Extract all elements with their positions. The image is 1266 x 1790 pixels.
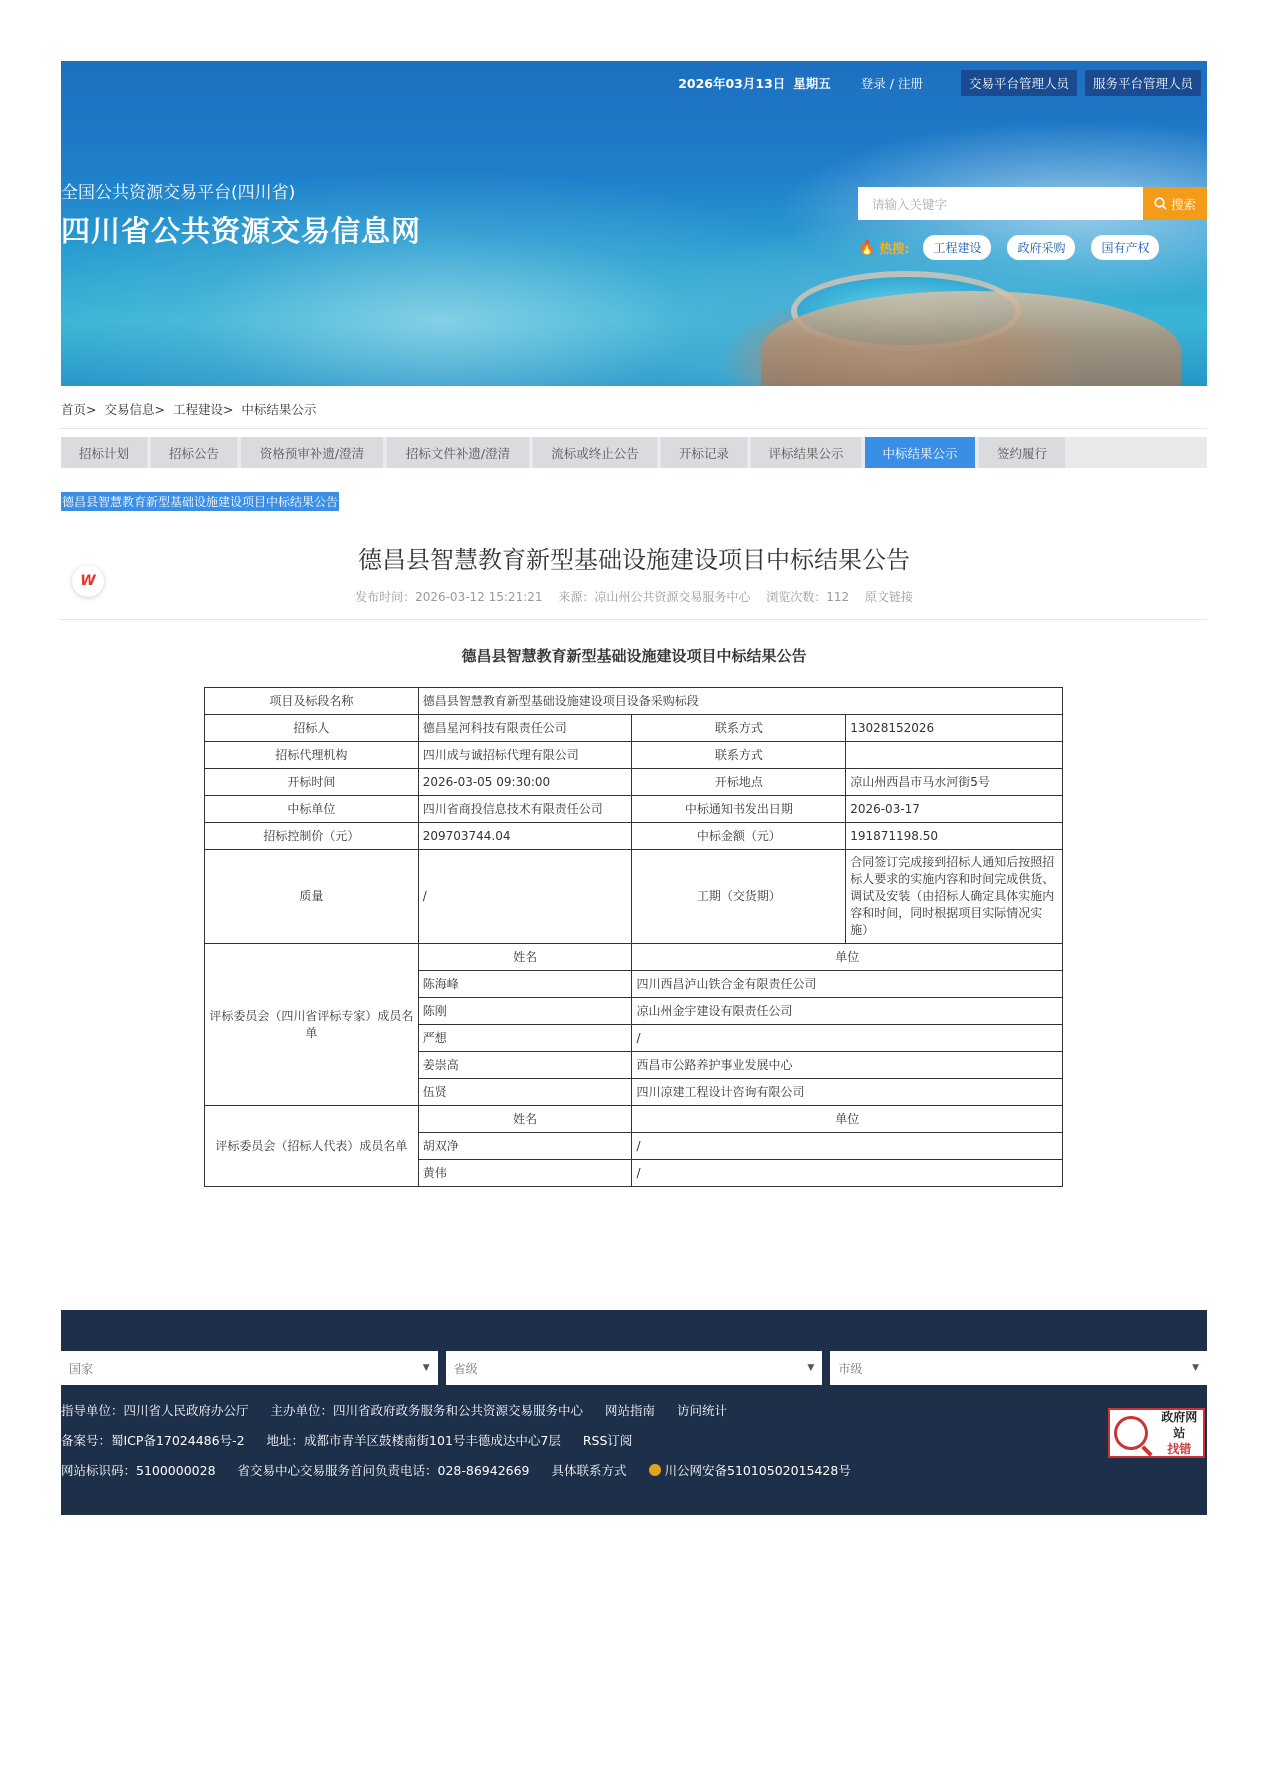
badge-line-1: 政府网站 [1161, 1410, 1198, 1440]
hot-tag-procurement[interactable]: 政府采购 [1007, 235, 1075, 260]
column-header-name: 姓名 [418, 1106, 632, 1133]
table-value: 凉山州西昌市马水河街5号 [846, 769, 1063, 796]
search-input[interactable]: 请输入关键字 [858, 187, 1143, 220]
site-id: 网站标识码：5100000028 [61, 1463, 216, 1478]
chevron-down-icon: ▼ [422, 1363, 430, 1373]
table-row [205, 944, 1063, 971]
tab-bid-announcement[interactable]: 招标公告 [151, 437, 237, 468]
chevron-down-icon: ▼ [807, 1363, 815, 1373]
table-label: 开标时间 [205, 769, 419, 796]
table-value: 德昌星河科技有限责任公司 [418, 715, 632, 742]
column-header-unit: 单位 [632, 944, 1063, 971]
current-date: 2026年03月13日 星期五 [678, 76, 831, 91]
table-label: 评标委员会（招标人代表）成员名单 [205, 1106, 419, 1187]
contact-link[interactable]: 具体联系方式 [551, 1463, 627, 1478]
tab-evaluation-result[interactable]: 评标结果公示 [751, 437, 861, 468]
breadcrumb-home[interactable]: 首页> [61, 402, 97, 417]
table-label: 评标委员会（四川省评标专家）成员名单 [205, 944, 419, 1106]
site-title[interactable]: 四川省公共资源交易信息网 [61, 214, 422, 248]
rep-name: 黄伟 [418, 1160, 632, 1187]
chevron-down-icon: ▼ [1192, 1363, 1200, 1373]
expert-unit: 四川凉建工程设计咨询有限公司 [632, 1079, 1063, 1106]
award-result-table [204, 687, 1063, 1187]
table-label: 项目及标段名称 [205, 688, 419, 715]
address: 地址：成都市青羊区鼓楼南街101号丰德成达中心7层 [266, 1433, 561, 1448]
site-guide-link[interactable]: 网站指南 [605, 1403, 656, 1418]
footer-line-3 [61, 1461, 869, 1479]
table-label: 联系方式 [632, 742, 846, 769]
search-box [858, 187, 1207, 220]
table-row [205, 1106, 1063, 1133]
wps-icon[interactable]: W [72, 565, 104, 597]
rss-link[interactable]: RSS订阅 [582, 1433, 633, 1448]
breadcrumb-trade-info[interactable]: 交易信息> [104, 402, 165, 417]
table-row [205, 715, 1063, 742]
table-value: 四川省商投信息技术有限责任公司 [418, 796, 632, 823]
rep-unit: / [632, 1133, 1063, 1160]
top-bar [670, 71, 1201, 95]
table-label: 中标单位 [205, 796, 419, 823]
gov-site-error-report-badge[interactable] [1108, 1408, 1205, 1458]
fire-icon: 🔥 [858, 239, 876, 256]
table-label: 招标控制价（元） [205, 823, 419, 850]
article-source: 来源：凉山州公共资源交易服务中心 [558, 590, 751, 604]
expert-unit: 凉山州金宇建设有限责任公司 [632, 998, 1063, 1025]
service-platform-admin-button[interactable]: 服务平台管理人员 [1085, 70, 1201, 96]
table-value: 2026-03-05 09:30:00 [418, 769, 632, 796]
rep-name: 胡双净 [418, 1133, 632, 1160]
table-value: 德昌县智慧教育新型基础设施建设项目设备采购标段 [418, 688, 1062, 715]
breadcrumb-engineering[interactable]: 工程建设> [172, 402, 234, 417]
magnifier-icon [1114, 1416, 1148, 1450]
tab-opening-record[interactable]: 开标记录 [661, 437, 747, 468]
notice-title: 德昌县智慧教育新型基础设施建设项目中标结果公告 [461, 647, 807, 665]
table-row [205, 742, 1063, 769]
column-header-unit: 单位 [632, 1106, 1063, 1133]
hot-search-label: 热搜: [879, 240, 910, 256]
table-row [205, 823, 1063, 850]
table-label: 质量 [205, 850, 419, 944]
selected-article-title[interactable]: 德昌县智慧教育新型基础设施建设项目中标结果公告 [61, 492, 339, 511]
breadcrumb-current[interactable]: 中标结果公示 [241, 402, 317, 417]
table-value: 209703744.04 [418, 823, 632, 850]
article-title: 德昌县智慧教育新型基础设施建设项目中标结果公告 [358, 546, 910, 574]
expert-name: 姜崇高 [418, 1052, 632, 1079]
view-count: 浏览次数：112 [766, 590, 850, 604]
hot-search [858, 235, 1175, 260]
divider [61, 619, 1207, 620]
divider [61, 428, 1207, 429]
icp-record[interactable]: 备案号：蜀ICP备17024486号-2 [61, 1433, 245, 1448]
table-value: 191871198.50 [846, 823, 1063, 850]
guide-unit: 指导单位：四川省人民政府办公厅 [61, 1403, 249, 1418]
breadcrumb [61, 400, 320, 418]
search-button[interactable]: 搜索 [1143, 187, 1207, 220]
hotline: 省交易中心交易服务首问负责电话：028-86942669 [237, 1463, 530, 1478]
expert-name: 陈海峰 [418, 971, 632, 998]
article-meta [61, 588, 1207, 605]
header-banner [61, 61, 1207, 386]
publish-time: 发布时间：2026-03-12 15:21:21 [355, 590, 543, 604]
hot-tag-engineering[interactable]: 工程建设 [923, 235, 991, 260]
category-tabs [61, 437, 1207, 468]
table-label: 工期（交货期） [632, 850, 846, 944]
tab-contract-performance[interactable]: 签约履行 [979, 437, 1065, 468]
police-badge-icon [649, 1464, 661, 1476]
footer-line-1 [61, 1401, 745, 1419]
column-header-name: 姓名 [418, 944, 632, 971]
expert-name: 严想 [418, 1025, 632, 1052]
table-label: 招标代理机构 [205, 742, 419, 769]
site-footer [61, 1310, 1207, 1515]
expert-unit: 四川西昌泸山铁合金有限责任公司 [632, 971, 1063, 998]
site-subtitle: 全国公共资源交易平台(四川省) [61, 183, 296, 203]
expert-name: 伍贤 [418, 1079, 632, 1106]
tab-bid-plan[interactable]: 招标计划 [61, 437, 147, 468]
link-selects [61, 1351, 1207, 1385]
badge-line-2: 找错 [1167, 1442, 1192, 1456]
table-label: 中标通知书发出日期 [632, 796, 846, 823]
table-row [205, 850, 1063, 944]
table-label: 开标地点 [632, 769, 846, 796]
city-select[interactable]: 市级 ▼ [830, 1351, 1207, 1385]
host-unit: 主办单位：四川省政府政务服务和公共资源交易服务中心 [270, 1403, 584, 1418]
police-record[interactable]: 川公网安备51010502015428号 [649, 1463, 851, 1478]
table-value: 合同签订完成接到招标人通知后按照招标人要求的实施内容和时间完成供货、调试及安装（由招标人确定具体实施内容和时间，同时根据项目实际情况实施） [846, 850, 1063, 944]
visit-stats-link[interactable]: 访问统计 [677, 1403, 728, 1418]
original-link[interactable]: 原文链接 [864, 590, 913, 604]
trade-platform-admin-button[interactable]: 交易平台管理人员 [961, 70, 1077, 96]
expert-unit: 西昌市公路养护事业发展中心 [632, 1052, 1063, 1079]
table-value: 2026-03-17 [846, 796, 1063, 823]
expert-name: 陈刚 [418, 998, 632, 1025]
login-register-link[interactable]: 登录 / 注册 [860, 76, 923, 91]
provincial-select[interactable]: 省级 ▼ [446, 1351, 823, 1385]
tab-bid-doc-clarification[interactable]: 招标文件补遗/澄清 [387, 437, 529, 468]
table-label: 招标人 [205, 715, 419, 742]
national-select[interactable]: 国家 ▼ [61, 1351, 438, 1385]
table-value: / [418, 850, 632, 944]
tab-award-result[interactable]: 中标结果公示 [865, 437, 975, 468]
table-row [205, 769, 1063, 796]
table-label: 联系方式 [632, 715, 846, 742]
expert-unit: / [632, 1025, 1063, 1052]
search-icon [1154, 197, 1167, 210]
footer-line-2 [61, 1431, 650, 1449]
table-row [205, 688, 1063, 715]
table-row [205, 796, 1063, 823]
table-label: 中标金额（元） [632, 823, 846, 850]
table-value: 13028152026 [846, 715, 1063, 742]
rep-unit: / [632, 1160, 1063, 1187]
tab-failed-bid[interactable]: 流标或终止公告 [533, 437, 657, 468]
hot-tag-state-assets[interactable]: 国有产权 [1091, 235, 1159, 260]
tab-prequal-clarification[interactable]: 资格预审补遗/澄清 [241, 437, 383, 468]
table-value [846, 742, 1063, 769]
table-value: 四川成与诚招标代理有限公司 [418, 742, 632, 769]
